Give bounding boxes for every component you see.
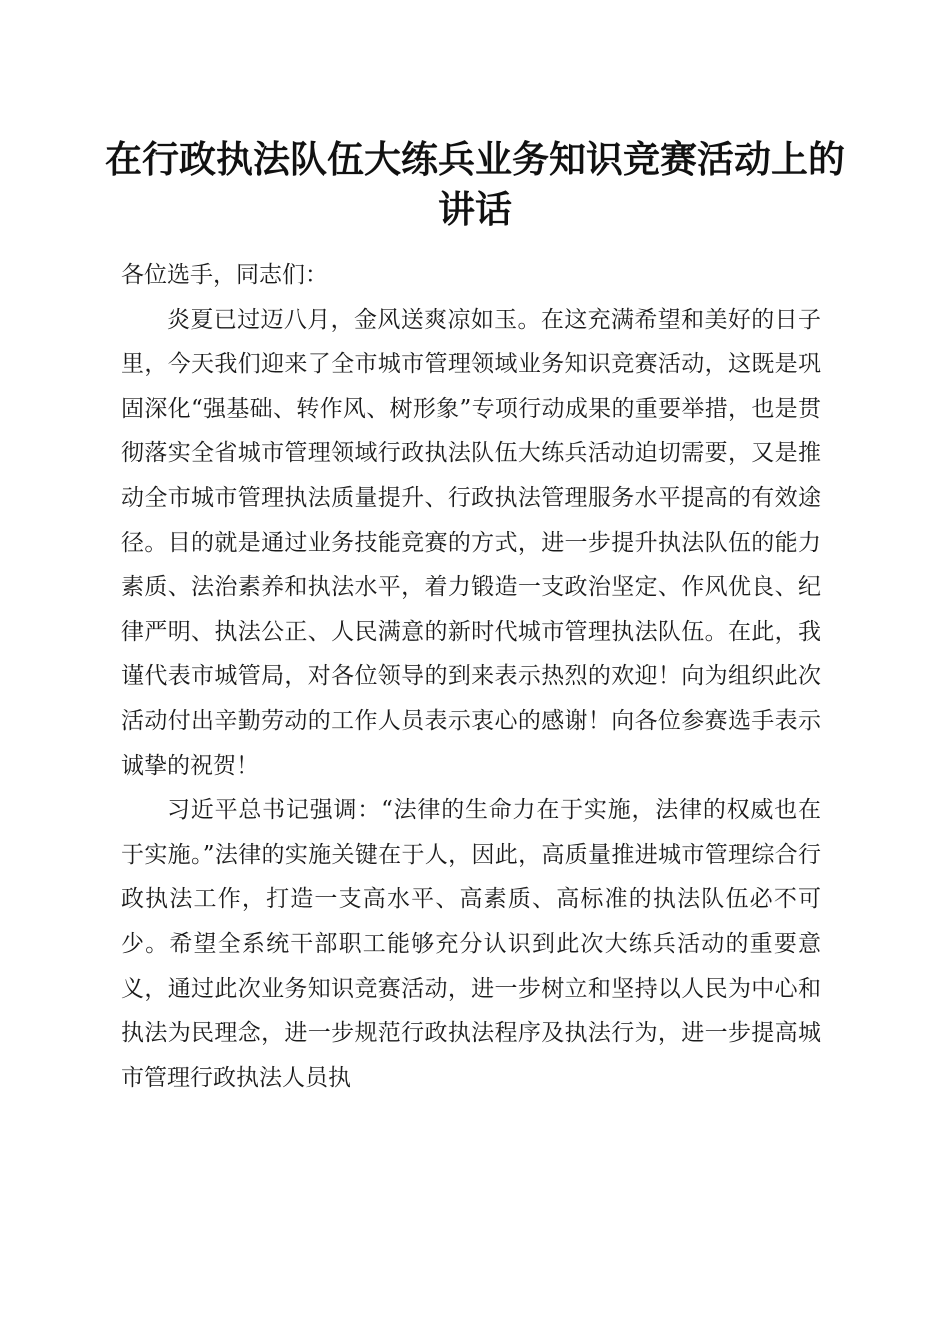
salutation: 各位选手，同志们： (121, 262, 328, 288)
document-title: 在行政执法队伍大练兵业务知识竞赛活动上的讲话 (105, 137, 845, 231)
paragraph-1: 炎夏已过迈八月，金风送爽凉如玉。在这充满希望和美好的日子里，今天我们迎来了全市城市管理领域业务知识竞赛活动，这既是巩固深化“强基础、转作风、树形象”专项行动成果的重要举措，也是贯彻落实全省城市管理领域行政执法队伍大练兵活动迫切需要，又是推动全市城市管理执法质量提升、行政执法管理服务水平提高的有效途径。目的就是通过业务技能竞赛的方式，进一步提升执法队伍的能力素质、法治素养和执法水平，着力锻造一支政治坚定、作风优良、纪律严明、执法公正、人民满意的新时代城市管理执法队伍。在此，我谨代表市城管局，对各位领导的到来表示热烈的欢迎！向为组织此次活动付出辛勤劳动的工作人员表示衷心的感谢！向各位参赛选手表示诚挚的祝贺！ (121, 306, 821, 779)
paragraph-2: 习近平总书记强调：“法律的生命力在于实施，法律的权威也在于实施。”法律的实施关键在于人，因此，高质量推进城市管理综合行政执法工作，打造一支高水平、高素质、高标准的执法队伍必不可少。希望全系统干部职工能够充分认识到此次大练兵活动的重要意义，通过此次业务知识竞赛活动，进一步树立和坚持以人民为中心和执法为民理念，进一步规范行政执法程序及执法行为，进一步提高城市管理行政执法人员执 (121, 797, 821, 1091)
document-body (121, 253, 821, 1100)
